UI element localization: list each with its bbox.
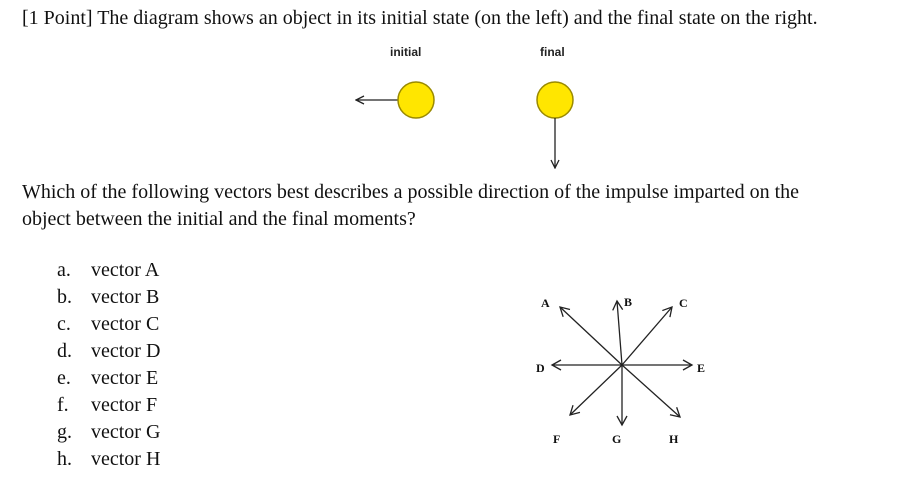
vector-h-label: H	[669, 432, 679, 446]
vector-b-arrow	[617, 301, 622, 365]
question-points: [1 Point]	[22, 7, 93, 29]
initial-ball	[398, 82, 434, 118]
vector-c-label: C	[679, 296, 688, 310]
question-header	[22, 7, 818, 30]
vector-f-label: F	[553, 432, 561, 446]
prompt-line-1: Which of the following vectors best describes a possible direction of the impulse imparted on the	[22, 181, 800, 203]
option-e[interactable]: e. vector E	[57, 367, 159, 389]
option-a[interactable]: a. vector A	[57, 259, 160, 281]
option-g[interactable]: g. vector G	[57, 421, 161, 443]
final-ball	[537, 82, 573, 118]
question-prompt	[22, 179, 892, 233]
vector-g-label: G	[612, 432, 622, 446]
option-f[interactable]: f. vector F	[57, 394, 158, 416]
option-b[interactable]: b. vector B	[57, 286, 160, 308]
vector-h-arrow	[622, 365, 680, 417]
vector-b-label: B	[624, 295, 633, 309]
vector-c-arrow	[622, 307, 672, 365]
option-d[interactable]: d. vector D	[57, 340, 161, 362]
vector-choices-diagram	[520, 285, 720, 455]
prompt-line-2: object between the initial and the final moments?	[22, 208, 416, 230]
question-text: The diagram shows an object in its initial state (on the left) and the final state on the right.	[97, 7, 818, 29]
vector-a-arrow	[560, 307, 622, 365]
vector-d-label: D	[536, 361, 545, 375]
vector-f-arrow	[570, 365, 622, 415]
initial-label: initial	[390, 45, 422, 59]
initial-final-diagram	[330, 60, 610, 175]
final-label: final	[540, 45, 565, 59]
option-h[interactable]: h. vector H	[57, 448, 161, 470]
option-c[interactable]: c. vector C	[57, 313, 160, 335]
vector-e-label: E	[697, 361, 706, 375]
vector-a-label: A	[541, 296, 550, 310]
